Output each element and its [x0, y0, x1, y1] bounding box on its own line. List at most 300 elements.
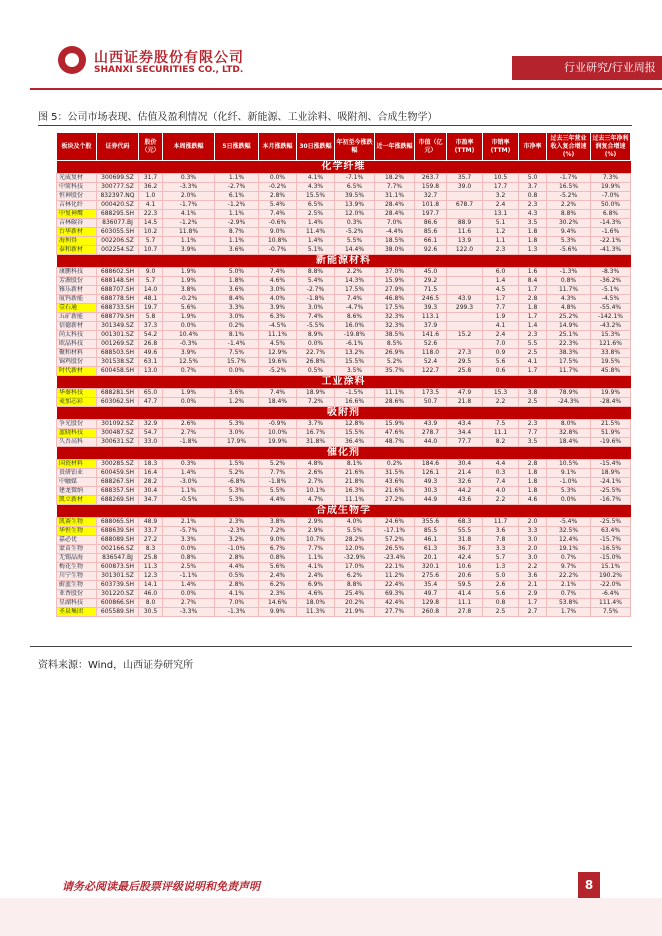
table-row	[57, 349, 631, 358]
table-cell: -0.2%	[259, 183, 297, 192]
table-cell: 1.8	[519, 487, 547, 496]
table-cell: 122.0	[447, 246, 483, 255]
table-cell: 0.8%	[259, 554, 297, 563]
table-cell: 1.9%	[163, 389, 215, 398]
table-cell: -43.2%	[591, 322, 631, 331]
table-cell: 31.7	[139, 174, 163, 183]
table-cell: 3.0%	[259, 286, 297, 295]
table-cell: 5.3%	[215, 487, 259, 496]
table-cell: 5.1	[483, 219, 519, 228]
table-cell: 32.7	[415, 192, 447, 201]
table-cell: 15.3	[483, 389, 519, 398]
table-cell	[447, 340, 483, 349]
table-cell: 688503.SH	[97, 349, 139, 358]
table-cell: 8.2	[483, 438, 519, 447]
table-cell: 5.5	[519, 340, 547, 349]
table-cell: 001269.SZ	[97, 340, 139, 349]
table-cell: 26.8%	[297, 358, 335, 367]
table-cell: -24.3%	[547, 398, 591, 407]
stock-name-cell: 麦加芯彩	[57, 398, 97, 407]
table-cell: 2.2	[483, 496, 519, 505]
table-cell: 4.5%	[259, 340, 297, 349]
table-cell: 13.2%	[335, 349, 375, 358]
table-cell: 600459.SH	[97, 469, 139, 478]
table-cell: 2.8	[519, 295, 547, 304]
table-cell: 0.3%	[163, 460, 215, 469]
table-cell: 5.0	[483, 572, 519, 581]
stock-name-cell: 嘉必优	[57, 536, 97, 545]
table-cell: 25.4%	[335, 590, 375, 599]
table-cell: 8.1%	[335, 460, 375, 469]
table-cell: -2.9%	[215, 219, 259, 228]
table-cell: 68.3	[447, 518, 483, 527]
table-cell: 8.8%	[547, 210, 591, 219]
table-cell: 0.5%	[297, 367, 335, 376]
table-cell: -25.5%	[591, 518, 631, 527]
table-cell: 688357.SH	[97, 487, 139, 496]
table-cell: -0.9%	[259, 420, 297, 429]
table-cell: 50.0%	[591, 201, 631, 210]
stock-name-cell: 厦钨新能	[57, 295, 97, 304]
table-cell: 32.3%	[375, 313, 415, 322]
table-cell: 2.3%	[259, 590, 297, 599]
table-cell: 31.8%	[297, 438, 335, 447]
table-cell: 2.0	[519, 518, 547, 527]
table-row	[57, 277, 631, 286]
table-cell: 19.9%	[591, 389, 631, 398]
column-header: 股价（元）	[139, 133, 163, 161]
table-cell: 11.3	[139, 563, 163, 572]
table-cell: 8.0%	[547, 420, 591, 429]
table-cell: 0.8%	[547, 277, 591, 286]
table-cell: 4.1%	[215, 590, 259, 599]
table-cell: 299.3	[447, 304, 483, 313]
page-header	[0, 0, 662, 90]
table-cell: 44.2	[447, 487, 483, 496]
table-cell: 49.3	[415, 478, 447, 487]
table-cell: 0.0%	[163, 322, 215, 331]
table-cell: 0.8%	[163, 554, 215, 563]
table-cell: 12.8%	[335, 420, 375, 429]
table-cell: -23.4%	[375, 554, 415, 563]
table-cell: 5.5%	[259, 487, 297, 496]
stock-name-cell: 凯立新材	[57, 496, 97, 505]
table-cell: 9.0%	[259, 536, 297, 545]
table-cell: 66.1	[415, 237, 447, 246]
table-cell: 7.0%	[375, 219, 415, 228]
table-cell: 3.3%	[163, 536, 215, 545]
table-cell: 126.1	[415, 469, 447, 478]
table-cell: 688065.SH	[97, 518, 139, 527]
table-cell: 12.9%	[259, 349, 297, 358]
table-cell: 6.0	[483, 268, 519, 277]
stock-name-cell: 吉林碳谷	[57, 219, 97, 228]
table-cell: -15.7%	[591, 536, 631, 545]
table-cell: -2.7%	[297, 286, 335, 295]
table-cell: 5.6%	[163, 304, 215, 313]
table-cell: 8.6%	[335, 313, 375, 322]
table-cell: 0.7%	[547, 590, 591, 599]
table-cell: 4.1%	[297, 563, 335, 572]
stock-name-cell: 光威复材	[57, 174, 97, 183]
table-row	[57, 228, 631, 237]
table-cell: 6.5%	[335, 183, 375, 192]
table-cell: 2.4	[483, 201, 519, 210]
table-cell	[447, 277, 483, 286]
table-cell: 7.2%	[259, 527, 297, 536]
table-cell: 1.1%	[163, 237, 215, 246]
table-cell: 5.6	[483, 590, 519, 599]
table-cell: 63.4%	[591, 527, 631, 536]
table-cell: 7.4%	[259, 268, 297, 277]
table-cell: 121.6%	[591, 340, 631, 349]
table-cell: 37.3	[139, 322, 163, 331]
table-cell: 29.5	[447, 358, 483, 367]
table-cell: 5.3%	[215, 420, 259, 429]
table-cell: 5.4%	[297, 277, 335, 286]
table-cell: 7.0%	[215, 599, 259, 608]
table-cell: 1.0	[139, 192, 163, 201]
table-cell: 4.1	[483, 322, 519, 331]
stock-name-cell: 吉林化纤	[57, 201, 97, 210]
table-cell: -16.5%	[591, 545, 631, 554]
table-cell: 1.9%	[163, 268, 215, 277]
table-cell: 10.4%	[163, 331, 215, 340]
table-cell: 31.8	[447, 536, 483, 545]
table-row	[57, 192, 631, 201]
market-performance-table	[56, 132, 631, 617]
table-cell: 4.6%	[259, 277, 297, 286]
table-cell: -41.3%	[591, 246, 631, 255]
table-cell: 9.0%	[259, 228, 297, 237]
table-cell: 1.7	[519, 599, 547, 608]
table-cell: 26.9%	[375, 349, 415, 358]
table-cell: 246.5	[415, 295, 447, 304]
table-cell: -3.3%	[163, 183, 215, 192]
table-cell: 30.3	[415, 487, 447, 496]
table-cell: 11.1	[447, 599, 483, 608]
table-cell: 6.2%	[259, 581, 297, 590]
table-cell: 57.2%	[375, 536, 415, 545]
table-header-row	[57, 133, 631, 161]
table-cell: 3.0	[519, 536, 547, 545]
table-cell: 197.7	[415, 210, 447, 219]
table-cell: 0.0%	[215, 367, 259, 376]
table-cell: 5.7	[483, 554, 519, 563]
table-cell: 4.8%	[297, 460, 335, 469]
table-row	[57, 420, 631, 429]
table-cell: -5.7%	[163, 527, 215, 536]
table-cell: 25.8	[139, 554, 163, 563]
table-cell: 14.6%	[259, 599, 297, 608]
table-cell: 32.8%	[547, 429, 591, 438]
table-row	[57, 527, 631, 536]
table-cell: 4.3%	[547, 295, 591, 304]
table-cell: 8.7%	[215, 228, 259, 237]
table-cell: 7.0	[483, 340, 519, 349]
stock-name-cell: 蒙苗生物	[57, 545, 97, 554]
table-cell: 7.7%	[297, 545, 335, 554]
table-cell: 2.4%	[297, 572, 335, 581]
table-cell: 20.1	[415, 554, 447, 563]
table-cell: 5.4%	[259, 201, 297, 210]
table-cell: 301301.SZ	[97, 572, 139, 581]
figure-source: 资料来源：Wind，山西证券研究所	[38, 660, 194, 671]
table-row	[57, 563, 631, 572]
table-cell: 832397.NQ	[97, 192, 139, 201]
table-cell: -17.1%	[375, 527, 415, 536]
table-cell: -1.3%	[547, 268, 591, 277]
table-cell: 21.8%	[335, 478, 375, 487]
table-row	[57, 246, 631, 255]
section-row	[57, 376, 631, 389]
table-cell: 603055.SH	[97, 228, 139, 237]
column-header: 市净率	[519, 133, 547, 161]
table-cell: 301349.SZ	[97, 322, 139, 331]
table-cell: 1.9%	[163, 277, 215, 286]
table-cell: 17.0%	[335, 563, 375, 572]
table-cell: 53.8%	[547, 599, 591, 608]
table-cell: 65.0	[139, 389, 163, 398]
table-cell: 2.4	[483, 331, 519, 340]
table-row	[57, 487, 631, 496]
table-row	[57, 286, 631, 295]
table-cell: 25.8	[447, 367, 483, 376]
table-row	[57, 174, 631, 183]
table-cell: 15.3%	[591, 331, 631, 340]
table-cell: 6.3%	[259, 313, 297, 322]
table-cell: 3.0%	[215, 429, 259, 438]
table-cell: 3.3	[519, 527, 547, 536]
table-cell: 18.0%	[297, 599, 335, 608]
table-cell: 27.7%	[375, 608, 415, 617]
table-cell: 86.6	[415, 219, 447, 228]
table-cell: 7.7%	[375, 183, 415, 192]
table-row	[57, 518, 631, 527]
table-cell: 85.5	[415, 527, 447, 536]
table-cell: 48.1	[139, 295, 163, 304]
table-cell: 7.7	[519, 429, 547, 438]
stock-name-cell: 康鹏科技	[57, 268, 97, 277]
table-cell: 9.9%	[259, 608, 297, 617]
table-cell: 17.5%	[547, 358, 591, 367]
table-cell: 54.2	[139, 331, 163, 340]
table-cell: 30.4	[447, 460, 483, 469]
table-cell: 122.7	[415, 367, 447, 376]
table-cell: 16.3%	[335, 487, 375, 496]
table-cell: 173.5	[415, 389, 447, 398]
table-cell: 2.3%	[215, 518, 259, 527]
column-header: 本周涨跌幅	[163, 133, 215, 161]
table-cell: 2.7%	[163, 599, 215, 608]
stock-name-cell: 贵研铂业	[57, 469, 97, 478]
table-cell: 2.1	[519, 581, 547, 590]
table-cell: 3.6	[519, 572, 547, 581]
table-cell: 0.0%	[547, 496, 591, 505]
table-cell: -3.0%	[163, 478, 215, 487]
table-cell: 39.3	[415, 304, 447, 313]
table-cell: 688148.SH	[97, 277, 139, 286]
table-cell: 22.7%	[297, 349, 335, 358]
table-cell: 16.6%	[335, 398, 375, 407]
table-cell: 1.4%	[297, 237, 335, 246]
page-number: 8	[578, 872, 600, 898]
table-cell: 38.0%	[375, 246, 415, 255]
section-title: 合成生物学	[57, 505, 631, 518]
table-cell: 600866.SH	[97, 599, 139, 608]
table-cell: 2.5%	[163, 563, 215, 572]
stock-name-cell: 五矿新能	[57, 313, 97, 322]
table-cell: -1.2%	[215, 201, 259, 210]
table-cell: 22.3%	[547, 340, 591, 349]
table-cell: 688779.SH	[97, 313, 139, 322]
table-cell: 36.4%	[335, 438, 375, 447]
table-cell: -0.2%	[163, 295, 215, 304]
table-cell: 14.3%	[335, 277, 375, 286]
table-cell: 32.5%	[547, 527, 591, 536]
table-cell: 7.5%	[591, 608, 631, 617]
table-cell: -5.2%	[547, 192, 591, 201]
company-logo-icon	[58, 46, 86, 74]
table-cell: 46.0	[139, 590, 163, 599]
table-row	[57, 331, 631, 340]
column-header: 板块及个股	[57, 133, 97, 161]
table-cell: 275.6	[415, 572, 447, 581]
table-cell: 190.2%	[591, 572, 631, 581]
column-header: 市销率(TTM)	[483, 133, 519, 161]
table-cell: 5.7	[139, 277, 163, 286]
table-row	[57, 554, 631, 563]
table-cell: 301092.SZ	[97, 420, 139, 429]
section-row	[57, 255, 631, 268]
table-cell: 28.4%	[375, 201, 415, 210]
table-cell: 2.8	[519, 460, 547, 469]
table-cell: 44.9	[415, 496, 447, 505]
table-cell: 11.1%	[259, 331, 297, 340]
table-cell: 159.8	[415, 183, 447, 192]
table-cell: 2.2%	[335, 268, 375, 277]
table-cell: -8.3%	[591, 268, 631, 277]
table-cell: 42.4	[447, 554, 483, 563]
table-cell: 5.2%	[259, 460, 297, 469]
table-cell: 92.6	[415, 246, 447, 255]
header-divider	[30, 88, 662, 90]
table-cell: 14.9%	[547, 322, 591, 331]
table-cell: -1.8%	[297, 295, 335, 304]
stock-name-cell: 争光股份	[57, 420, 97, 429]
table-cell: -6.8%	[215, 478, 259, 487]
table-cell: 15.5%	[297, 192, 335, 201]
table-row	[57, 398, 631, 407]
table-cell: 12.4%	[547, 536, 591, 545]
table-cell: 688281.SH	[97, 389, 139, 398]
table-cell: 38.5%	[375, 331, 415, 340]
table-row	[57, 322, 631, 331]
table-cell: 9.1%	[547, 469, 591, 478]
table-cell: 11.2%	[375, 572, 415, 581]
table-cell: 2.9	[519, 590, 547, 599]
table-cell: 3.3	[483, 545, 519, 554]
section-title: 化学纤维	[57, 161, 631, 174]
table-cell: -2.7%	[215, 183, 259, 192]
table-cell: 18.9%	[591, 469, 631, 478]
column-header: 过去三年营业收入复合增速(%)	[547, 133, 591, 161]
section-title: 吸附剂	[57, 407, 631, 420]
table-cell: 49.7	[415, 590, 447, 599]
table-cell: 8.4%	[215, 295, 259, 304]
table-cell: 19.1%	[547, 545, 591, 554]
table-cell: 301538.SZ	[97, 358, 139, 367]
table-cell: 836547.BJ	[97, 554, 139, 563]
figure-title: 图 5：公司市场表现、估值及盈利情况（化纤、新能源、工业涂料、吸附剂、合成生物学）	[38, 112, 438, 123]
table-row	[57, 237, 631, 246]
table-cell: 1.1	[483, 237, 519, 246]
table-cell: 6.9%	[297, 581, 335, 590]
table-cell: 0.2%	[215, 322, 259, 331]
table-cell: 46.8%	[375, 295, 415, 304]
table-cell: 77.7	[447, 438, 483, 447]
table-cell: 22.3	[139, 210, 163, 219]
table-row	[57, 469, 631, 478]
table-cell: -5.2%	[335, 228, 375, 237]
table-cell: 22.1%	[375, 563, 415, 572]
table-cell: -0.6%	[259, 219, 297, 228]
table-cell: 13.0	[139, 367, 163, 376]
table-cell: 0.0%	[297, 340, 335, 349]
table-cell: 12.5%	[163, 358, 215, 367]
table-cell: 5.6%	[259, 563, 297, 572]
stock-name-cell: 华恒生物	[57, 527, 97, 536]
table-cell: 605589.SH	[97, 608, 139, 617]
column-header: 30日涨跌幅	[297, 133, 335, 161]
table-cell: 27.2%	[375, 496, 415, 505]
table-cell: 260.8	[415, 608, 447, 617]
table-cell: 51.9%	[591, 429, 631, 438]
table-cell: 002206.SZ	[97, 237, 139, 246]
table-cell: 1.8	[519, 478, 547, 487]
table-cell	[447, 313, 483, 322]
table-cell: 0.0%	[163, 590, 215, 599]
stock-name-cell: 聚和材料	[57, 349, 97, 358]
table-cell: 5.3%	[547, 237, 591, 246]
table-cell: 678.7	[447, 201, 483, 210]
table-cell: 6.2%	[335, 572, 375, 581]
table-cell: 71.5	[415, 286, 447, 295]
stock-name-cell: 海利得	[57, 237, 97, 246]
table-cell: 1.7	[519, 367, 547, 376]
table-cell: 19.5%	[591, 358, 631, 367]
table-cell: 0.8	[519, 192, 547, 201]
table-cell: 33.0	[139, 438, 163, 447]
table-row	[57, 268, 631, 277]
stock-name-cell: 华秦科技	[57, 389, 97, 398]
table-cell: 16.7%	[297, 429, 335, 438]
table-cell: 13.9	[447, 237, 483, 246]
table-cell: 3.2	[483, 192, 519, 201]
table-cell: 7.5	[483, 420, 519, 429]
table-cell: 5.6	[483, 358, 519, 367]
stock-name-cell: 台华新材	[57, 228, 97, 237]
table-cell: 4.0%	[335, 518, 375, 527]
table-cell	[447, 268, 483, 277]
table-row	[57, 210, 631, 219]
table-cell: 2.2	[519, 563, 547, 572]
table-cell: 48.7%	[375, 438, 415, 447]
table-cell: 3.0%	[297, 304, 335, 313]
table-cell: 15.9%	[375, 277, 415, 286]
table-body	[57, 161, 631, 617]
table-cell: 10.7%	[297, 536, 335, 545]
